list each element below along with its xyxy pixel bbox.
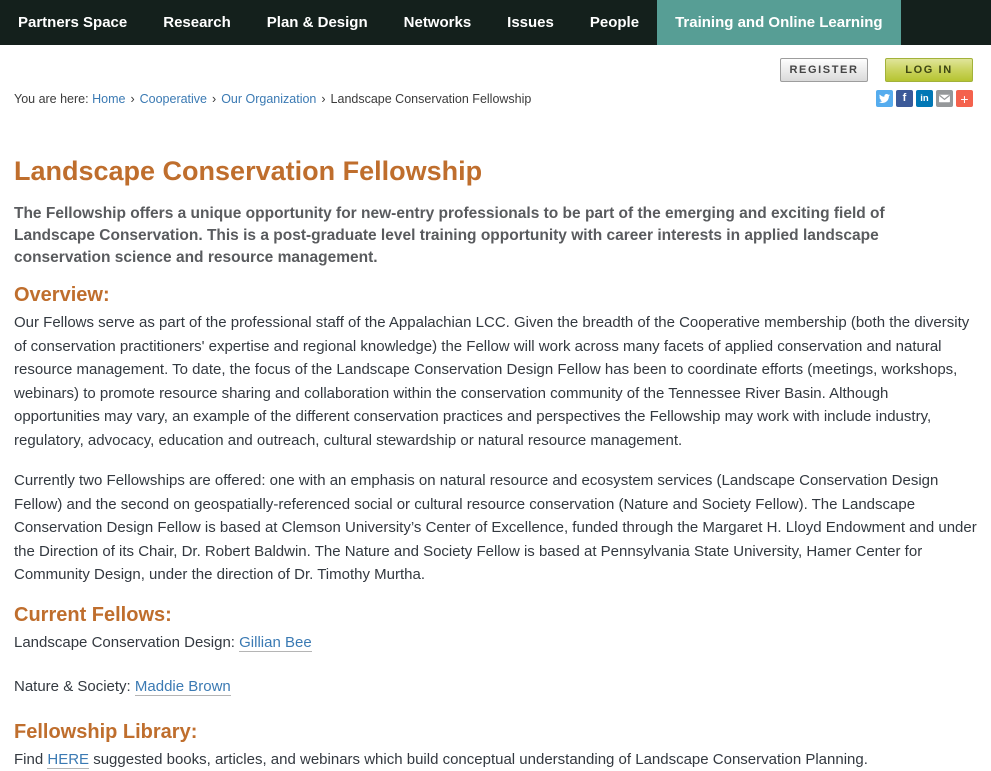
fellow-line-nature-society [14, 677, 977, 697]
fellow2-label: Nature & Society: [14, 677, 135, 695]
overview-paragraph-2: Currently two Fellowships are offered: one with an emphasis on natural resource and ecosystem services (Landscape Conservation Design Fellow) and the second on geospatially-referenced social or cultural resource conservation (Nature and Society Fellow). The Landscape Conservation Design Fellow is based at Clemson University’s Center of Excellence, funded through the Margaret H. Lloyd Endowment and under the Direction of its Chair, Dr. Robert Baldwin. The Nature and Society Fellow is based at Pennsylvania State University, Hamer Center for Community Design, under the direction of Dr. Timothy Murtha. [14, 472, 977, 584]
share-plus-icon[interactable]: + [956, 90, 973, 107]
fellowship-library-heading: Fellowship Library: [14, 720, 198, 743]
nav-item-people[interactable]: People [589, 14, 640, 31]
fellow-line-landscape-design [14, 633, 977, 653]
top-navigation [0, 0, 991, 45]
overview-heading: Overview: [14, 284, 110, 307]
breadcrumb-link-our-organization[interactable]: Our Organization [221, 91, 317, 106]
breadcrumb-separator: › [321, 91, 326, 106]
nav-item-partners-space[interactable]: Partners Space [18, 14, 128, 31]
nav-item-training-online-learning[interactable]: Training and Online Learning [657, 0, 901, 45]
nav-item-issues[interactable]: Issues [507, 14, 554, 31]
facebook-icon[interactable]: f [896, 90, 913, 107]
breadcrumb [14, 92, 531, 106]
breadcrumb-separator: › [212, 91, 217, 106]
breadcrumb-current: Landscape Conservation Fellowship [330, 91, 532, 106]
breadcrumb-link-home[interactable]: Home [92, 91, 126, 106]
current-fellows-heading: Current Fellows: [14, 603, 172, 626]
library-paragraph [14, 749, 977, 771]
fellow2-link-maddie-brown[interactable]: Maddie Brown [134, 677, 231, 695]
email-share-icon[interactable] [936, 90, 953, 107]
intro-paragraph: The Fellowship offers a unique opportunity for new-entry professionals to be part of the emerging and exciting field of Landscape Conservation. This is a post-graduate level training opportunity with career interests in applied landscape conservation science and resource management. [14, 205, 885, 267]
page-title: Landscape Conservation Fellowship [14, 156, 483, 186]
social-share-bar [876, 90, 973, 107]
nav-item-plan-design[interactable]: Plan & Design [266, 14, 368, 31]
fellow1-link-gillian-bee[interactable]: Gillian Bee [239, 633, 312, 651]
linkedin-icon[interactable]: in [916, 90, 933, 107]
library-prefix: Find [14, 750, 48, 768]
breadcrumb-link-cooperative[interactable]: Cooperative [139, 91, 208, 106]
breadcrumb-row [0, 88, 991, 107]
breadcrumb-separator: › [130, 91, 135, 106]
login-button[interactable]: LOG IN [885, 58, 973, 82]
overview-paragraph-1: Our Fellows serve as part of the professional staff of the Appalachian LCC. Given the breadth of the Cooperative membership (both the diversity of conservation practitioners' expertise and regional knowledge) the Fellow will work across many facets of applied conservation and natural resource management. To date, the focus of the Landscape Conservation Design Fellow has been to coordinate efforts (meetings, workshops, webinars) to promote resource sharing and collaboration within the conservation community of the Tennessee River Basin. Although opportunities may vary, an example of the different conservation practices and perspectives the Fellowship may work with include industry, regulatory, advocacy, education and outreach, cultural stewardship or natural resource management. [14, 314, 970, 449]
register-button[interactable]: REGISTER [780, 58, 868, 82]
main-content [0, 157, 991, 771]
breadcrumb-prefix: You are here: [14, 91, 89, 106]
library-suffix: suggested books, articles, and webinars which build conceptual understanding of Landscape Conservation Planning. [89, 750, 868, 768]
nav-item-research[interactable]: Research [163, 14, 231, 31]
twitter-icon[interactable] [876, 90, 893, 107]
nav-item-networks[interactable]: Networks [403, 14, 472, 31]
fellow1-label: Landscape Conservation Design: [14, 633, 240, 651]
utility-bar [0, 45, 991, 88]
library-here-link[interactable]: HERE [47, 750, 90, 768]
